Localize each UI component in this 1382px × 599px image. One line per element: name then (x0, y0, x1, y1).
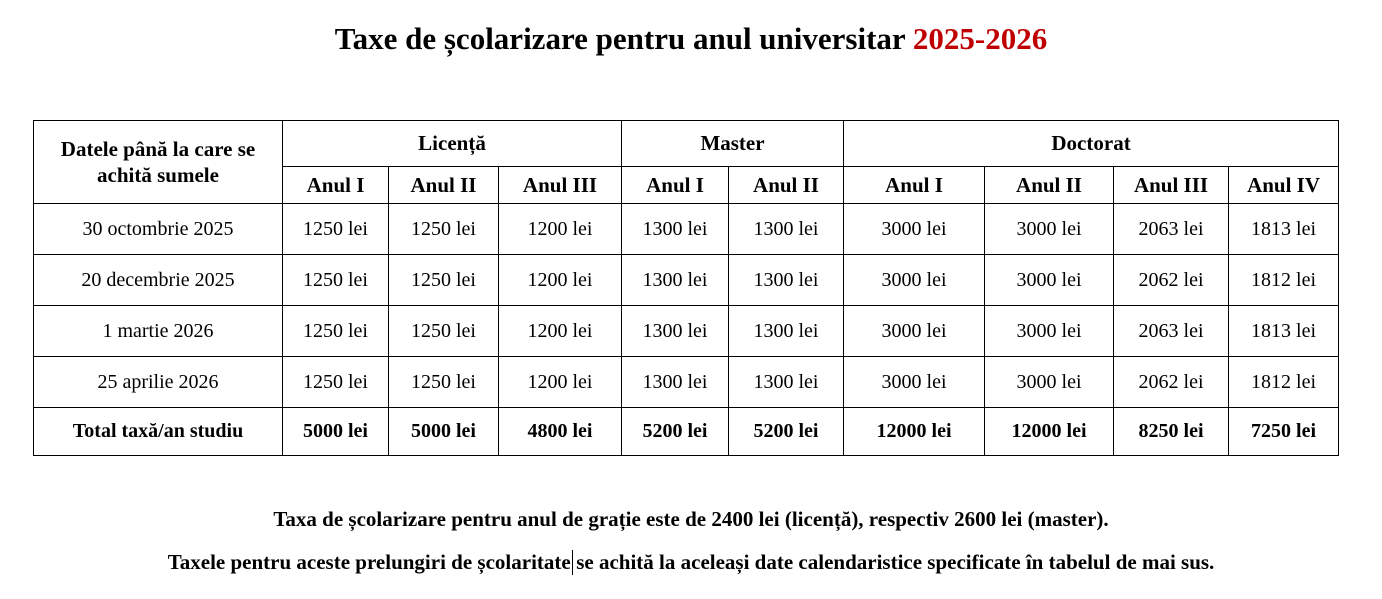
fee-cell: 1250 lei (283, 306, 389, 357)
total-fee-cell: 8250 lei (1114, 408, 1229, 456)
col-header-doctorat-anul-4: Anul IV (1229, 167, 1339, 204)
note-payment-dates-before-caret: Taxele pentru aceste prelungiri de școlaritate (167, 550, 571, 574)
corner-header-cell: Datele până la care se achită sumele (34, 121, 283, 204)
note-payment-dates (0, 550, 1382, 575)
col-header-doctorat-anul-1: Anul I (844, 167, 985, 204)
page-title-year: 2025-2026 (912, 21, 1048, 56)
note-grace-year: Taxa de școlarizare pentru anul de grație este de 2400 lei (licență), respectiv 2600 lei (master). (273, 507, 1109, 531)
fee-cell: 1300 lei (729, 306, 844, 357)
fee-cell: 1300 lei (622, 204, 729, 255)
table-header-group-row (34, 121, 1339, 167)
fee-cell: 1300 lei (729, 204, 844, 255)
total-fee-cell: 5200 lei (729, 408, 844, 456)
group-header-doctorat: Doctorat (844, 121, 1339, 167)
fee-cell: 1250 lei (283, 255, 389, 306)
fee-cell: 1812 lei (1229, 357, 1339, 408)
fee-cell: 1812 lei (1229, 255, 1339, 306)
fee-cell: 1813 lei (1229, 306, 1339, 357)
fee-cell: 1250 lei (389, 357, 499, 408)
fee-cell: 3000 lei (985, 306, 1114, 357)
fee-cell: 3000 lei (844, 357, 985, 408)
col-header-licenta-anul-2: Anul II (389, 167, 499, 204)
fee-cell: 2063 lei (1114, 204, 1229, 255)
fee-cell: 1200 lei (499, 357, 622, 408)
total-fee-cell: 12000 lei (844, 408, 985, 456)
total-fee-cell: 5200 lei (622, 408, 729, 456)
col-header-licenta-anul-1: Anul I (283, 167, 389, 204)
row-label: 20 decembrie 2025 (34, 255, 283, 306)
row-label: 1 martie 2026 (34, 306, 283, 357)
fee-cell: 1250 lei (389, 204, 499, 255)
fee-cell: 1250 lei (283, 204, 389, 255)
table-row (34, 204, 1339, 255)
fee-cell: 2062 lei (1114, 255, 1229, 306)
fee-cell: 3000 lei (985, 255, 1114, 306)
fee-cell: 1200 lei (499, 204, 622, 255)
total-fee-cell: 5000 lei (389, 408, 499, 456)
tuition-fees-table (33, 120, 1339, 456)
fee-cell: 2062 lei (1114, 357, 1229, 408)
col-header-licenta-anul-3: Anul III (499, 167, 622, 204)
group-header-master: Master (622, 121, 844, 167)
page-title-text: Taxe de școlarizare pentru anul universitar (334, 21, 913, 56)
fee-cell: 3000 lei (844, 306, 985, 357)
fee-cell: 2063 lei (1114, 306, 1229, 357)
total-fee-cell: 4800 lei (499, 408, 622, 456)
fee-cell: 3000 lei (844, 204, 985, 255)
group-header-licenta: Licență (283, 121, 622, 167)
fee-cell: 3000 lei (844, 255, 985, 306)
fee-cell: 1300 lei (729, 357, 844, 408)
row-label: 25 aprilie 2026 (34, 357, 283, 408)
fee-cell: 1300 lei (622, 306, 729, 357)
col-header-master-anul-2: Anul II (729, 167, 844, 204)
total-fee-cell: 5000 lei (283, 408, 389, 456)
total-fee-cell: 12000 lei (985, 408, 1114, 456)
col-header-doctorat-anul-3: Anul III (1114, 167, 1229, 204)
table-total-row (34, 408, 1339, 456)
total-fee-cell: 7250 lei (1229, 408, 1339, 456)
total-row-label: Total taxă/an studiu (34, 408, 283, 456)
col-header-master-anul-1: Anul I (622, 167, 729, 204)
table-row (34, 255, 1339, 306)
text-cursor-caret[interactable] (572, 550, 574, 575)
fee-cell: 3000 lei (985, 204, 1114, 255)
fee-cell: 1200 lei (499, 255, 622, 306)
fee-cell: 1200 lei (499, 306, 622, 357)
table-row (34, 357, 1339, 408)
fee-cell: 3000 lei (985, 357, 1114, 408)
fee-cell: 1300 lei (622, 357, 729, 408)
fee-cell: 1250 lei (283, 357, 389, 408)
fee-cell: 1300 lei (622, 255, 729, 306)
col-header-doctorat-anul-2: Anul II (985, 167, 1114, 204)
row-label: 30 octombrie 2025 (34, 204, 283, 255)
table-row (34, 306, 1339, 357)
fee-cell: 1300 lei (729, 255, 844, 306)
fee-cell: 1813 lei (1229, 204, 1339, 255)
note-payment-dates-after-caret: se achită la aceleași date calendaristice specificate în tabelul de mai sus. (576, 550, 1215, 574)
page-title (0, 21, 1382, 57)
fee-cell: 1250 lei (389, 306, 499, 357)
fee-cell: 1250 lei (389, 255, 499, 306)
